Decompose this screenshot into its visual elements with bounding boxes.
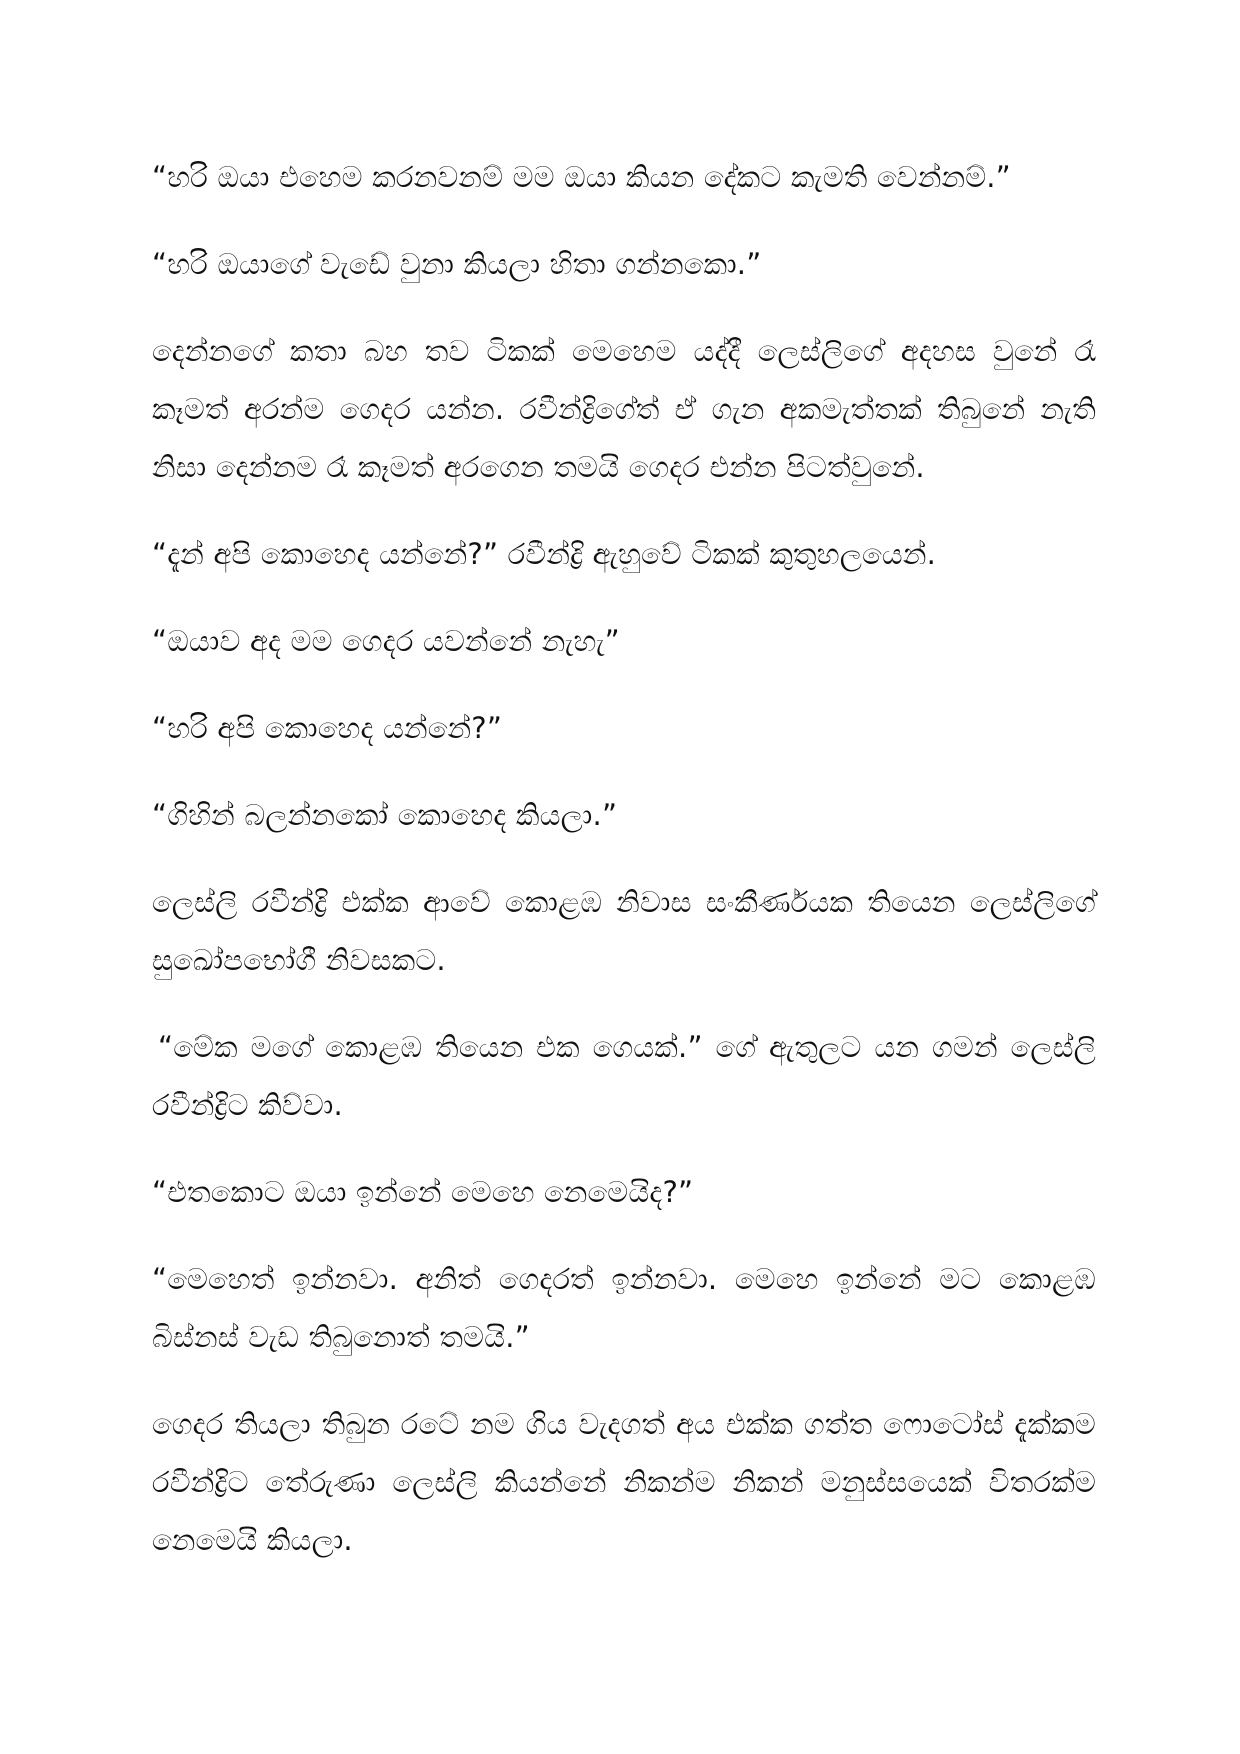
paragraph-3: දෙන්නගේ කතා බහ තව ටිකක් මෙහෙම යද්දී ලෙස්ලිගේ අදහස වුනේ රෑ කෑමත් අරන්ම ගෙදර යන්න. රවීන්ද්‍රිගේත් ඒ ගැන අකමැත්තක් තිබුනේ නැති නිසා දෙන්නම රෑ කෑමත් අරගෙන තමයි ගෙදර එන්න පිටත්වුනේ. [152, 334, 1096, 484]
paragraph-1: “හරි ඔයා එහෙම කරනවනම් මම ඔයා කියන දේකට කැමති වෙන්නම්.” [152, 160, 1011, 194]
paragraph-9: “මේක මගේ කොළඹ තියෙන එක ගෙයක්.” ගේ ඇතුලට යන ගමන් ලෙස්ලි රවීන්ද්‍රිට කිව්වා. [152, 1030, 1096, 1122]
paragraph-7: “ගිහින් බලන්නකෝ කොහෙද කියලා.” [152, 798, 618, 832]
paragraph-10: “එතකොට ඔයා ඉන්නේ මෙහෙ නෙමෙයිද?” [152, 1175, 694, 1209]
paragraph-6: “හරි අපි කොහෙද යන්නේ?” [152, 711, 503, 745]
paragraph-5: “ඔයාව අද මම ගෙදර යවන්නේ නැහැ” [152, 624, 620, 658]
paragraph-8: ලෙස්ලි රවීන්ද්‍රි එක්ක ආවේ කොළඹ නිවාස සංකීර්ණයක තියෙන ලෙස්ලිගේ සුඛෝපභෝගී නිවසකට. [152, 885, 1096, 977]
paragraph-4: “දැන් අපි කොහෙද යන්නේ?” රවීන්ද්‍රි ඇහුවේ ටිකක් කුතුහලයෙන්. [152, 537, 937, 571]
document-body [152, 148, 1096, 1598]
paragraph-12: ගෙදර තියලා තිබුන රටේ නම ගිය වැදගත් අය එක්ක ගත්ත ෆොටෝස් දැක්කම රවීන්ද්‍රිට තේරුණා ලෙස්ලි කියන්නේ නිකන්ම නිකන් මනුස්සයෙක් විතරක්ම නෙමෙයි කියලා. [152, 1407, 1096, 1557]
paragraph-11: “මෙහෙත් ඉන්නවා. අනිත් ගෙදරත් ඉන්නවා. මෙහෙ ඉන්නේ මට කොළඹ බිස්නස් වැඩ තිබුනොත් තමයි.” [152, 1262, 1096, 1354]
paragraph-2: “හරි ඔයාගේ වැඩේ වුනා කියලා හිතා ගන්නකො.” [152, 247, 762, 281]
